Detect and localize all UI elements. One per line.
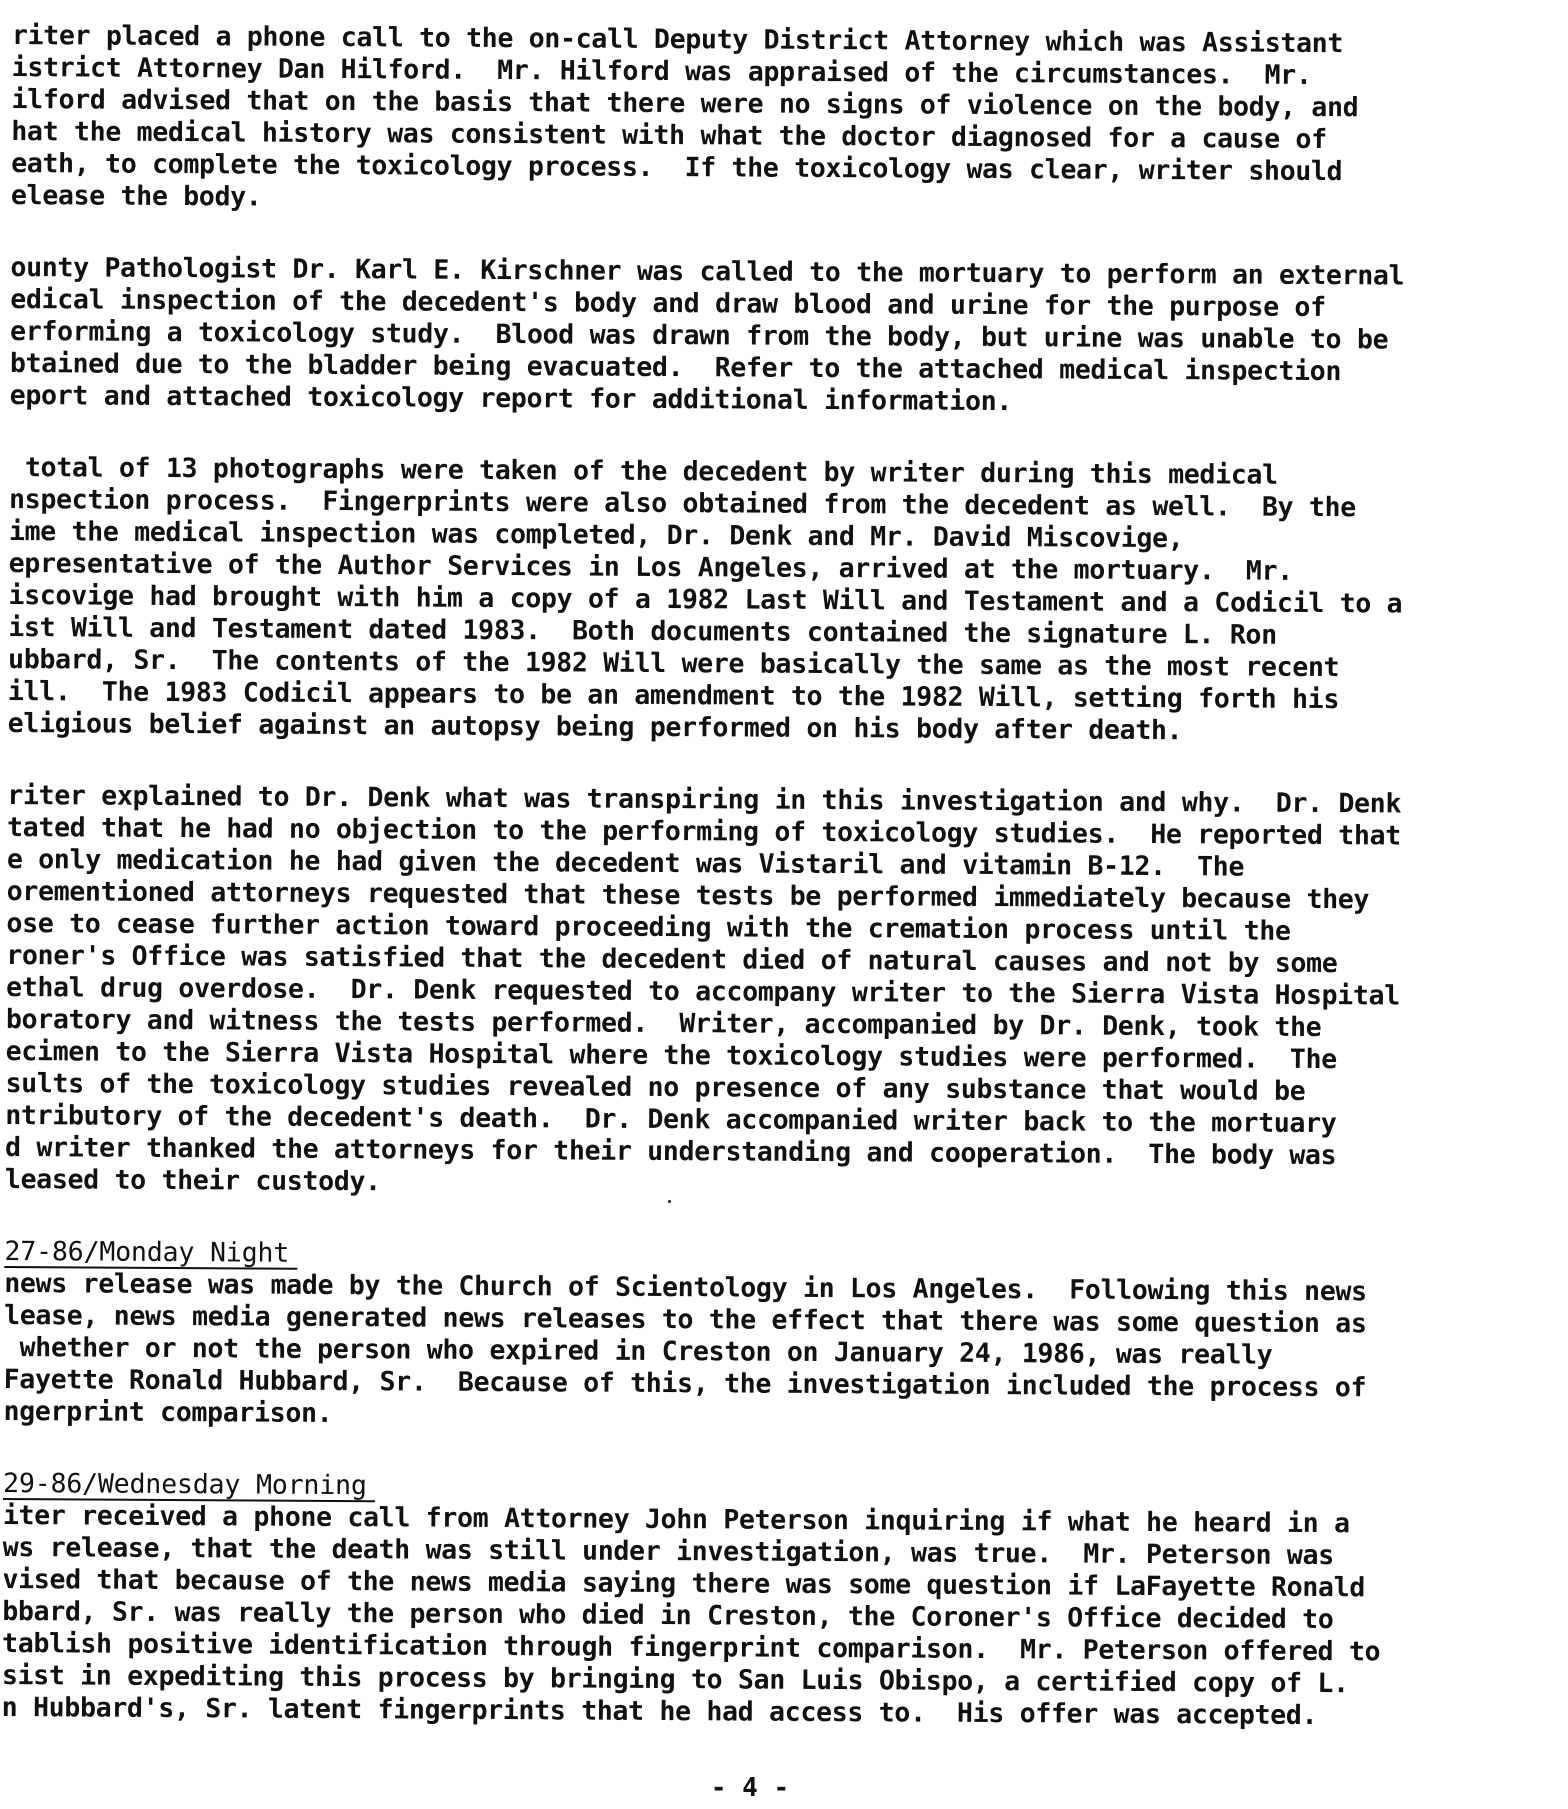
text-line: tated that he had no objection to the performing of toxicology studies. He reported that	[6, 811, 1401, 852]
text-line: eport and attached toxicology report for additional information.	[9, 379, 1013, 418]
text-line: nspection process. Fingerprints were also obtained from the decedent as well. By the	[8, 483, 1356, 524]
text-line: d writer thanked the attorneys for their understanding and cooperation. The body was	[5, 1131, 1337, 1172]
text-line: riter placed a phone call to the on-call Deputy District Attorney which was Assistant	[11, 20, 1344, 60]
text-line: ime the medical inspection was completed, Dr. Denk and Mr. David Miscovige,	[8, 515, 1184, 555]
text-line: sults of the toxicology studies revealed no presence of any substance that would be	[5, 1067, 1306, 1107]
section-heading: 27-86/Monday Night	[4, 1236, 297, 1270]
page-number: - 4 -	[710, 1773, 790, 1803]
text-line: e only medication he had given the decedent was Vistaril and vitamin B-12. The	[6, 843, 1245, 883]
text-line: vised that because of the news media saying there was some question if LaFayette Ronald	[2, 1563, 1366, 1604]
text-line: iter received a phone call from Attorney John Peterson inquiring if what he heard in a	[2, 1499, 1350, 1540]
text-line: istrict Attorney Dan Hilford. Mr. Hilford was appraised of the circumstances. Mr.	[11, 51, 1312, 91]
text-line: ill. The 1983 Codicil appears to be an amendment to the 1982 Will, setting forth his	[7, 675, 1340, 716]
text-line: news release was made by the Church of Scientology in Los Angeles. Following this news	[4, 1267, 1367, 1308]
section-wednesday-morning	[2, 1468, 1544, 1733]
section-heading: 29-86/Wednesday Morning	[3, 1468, 375, 1502]
text-line: boratory and witness the tests performed. Writer, accompanied by Dr. Denk, took the	[5, 1003, 1322, 1044]
text-line: roner's Office was satisfied that the decedent died of natural causes and not by some	[6, 939, 1338, 980]
text-line: sist in expediting this process by bringing to San Luis Obispo, a certified copy of L.	[1, 1659, 1349, 1700]
scan-speck	[668, 1200, 671, 1203]
text-line: ethal drug overdose. Dr. Denk requested to accompany writer to the Sierra Vista Hospital	[5, 971, 1400, 1012]
paragraph-pathologist-inspection	[10, 252, 1551, 421]
text-line: iscovige had brought with him a copy of a 1982 Last Will and Testament and a Codicil to a	[8, 579, 1403, 620]
text-line: ose to cease further action toward proceeding with the cremation process until the	[6, 907, 1291, 947]
text-line: Fayette Ronald Hubbard, Sr. Because of this, the investigation included the process of	[3, 1363, 1367, 1404]
text-line: bbard, Sr. was really the person who died in Creston, the Coroner's Office decided to	[2, 1595, 1334, 1636]
text-line: eligious belief against an autopsy being performed on his body after death.	[7, 707, 1183, 747]
paragraph-toxicology-studies	[5, 780, 1548, 1205]
text-line: hat the medical history was consistent with what the doctor diagnosed for a cause of	[11, 115, 1327, 156]
text-line: total of 13 photographs were taken of the decedent by writer during this medical	[9, 451, 1278, 491]
text-line: ecimen to the Sierra Vista Hospital where the toxicology studies were performed. The	[5, 1035, 1337, 1076]
text-line: ilford advised that on the basis that there were no signs of violence on the body, and	[11, 83, 1359, 124]
text-line: elease the body.	[10, 179, 262, 213]
text-line: tablish positive identification through fingerprint comparison. Mr. Peterson offered to	[1, 1627, 1381, 1668]
paragraph-district-attorney-call	[11, 20, 1552, 221]
text-line: n Hubbard's, Sr. latent fingerprints that he had access to. His offer was accepted.	[1, 1691, 1318, 1732]
text-line: btained due to the bladder being evacuated. Refer to the attached medical inspection	[9, 347, 1342, 388]
text-line: eath, to complete the toxicology process. If the toxicology was clear, writer should	[11, 147, 1343, 188]
text-line: epresentative of the Author Services in Los Angeles, arrived at the mortuary. Mr.	[8, 547, 1293, 587]
text-line: erforming a toxicology study. Blood was drawn from the body, but urine was unable to be	[10, 315, 1389, 356]
text-line: ngerprint comparison.	[3, 1395, 333, 1429]
document-page	[1, 20, 1552, 1773]
text-line: riter explained to Dr. Denk what was transpiring in this investigation and why. Dr. Denk	[7, 779, 1402, 820]
text-line: orementioned attorneys requested that these tests be performed immediately because they	[6, 875, 1370, 916]
text-line: whether or not the person who expired in Creston on January 24, 1986, was really	[3, 1331, 1273, 1371]
text-line: edical inspection of the decedent's body and draw blood and urine for the purpose of	[10, 283, 1326, 324]
section-monday-night	[3, 1236, 1544, 1437]
text-line: lease, news media generated news releases to the effect that there was some question as	[3, 1299, 1367, 1340]
text-line: leased to their custody.	[4, 1163, 381, 1198]
text-line: ntributory of the decedent's death. Dr. Denk accompanied writer back to the mortuary	[5, 1099, 1337, 1140]
text-line: ubbard, Sr. The contents of the 1982 Will were basically the same as the most recent	[7, 643, 1340, 684]
paragraph-photographs-will	[8, 452, 1550, 749]
text-line: ws release, that the death was still under investigation, was true. Mr. Peterson was	[2, 1531, 1334, 1572]
text-line: ist Will and Testament dated 1983. Both documents contained the signature L. Ron	[8, 611, 1277, 651]
text-line: ounty Pathologist Dr. Karl E. Kirschner was called to the mortuary to perform an external	[10, 251, 1405, 292]
